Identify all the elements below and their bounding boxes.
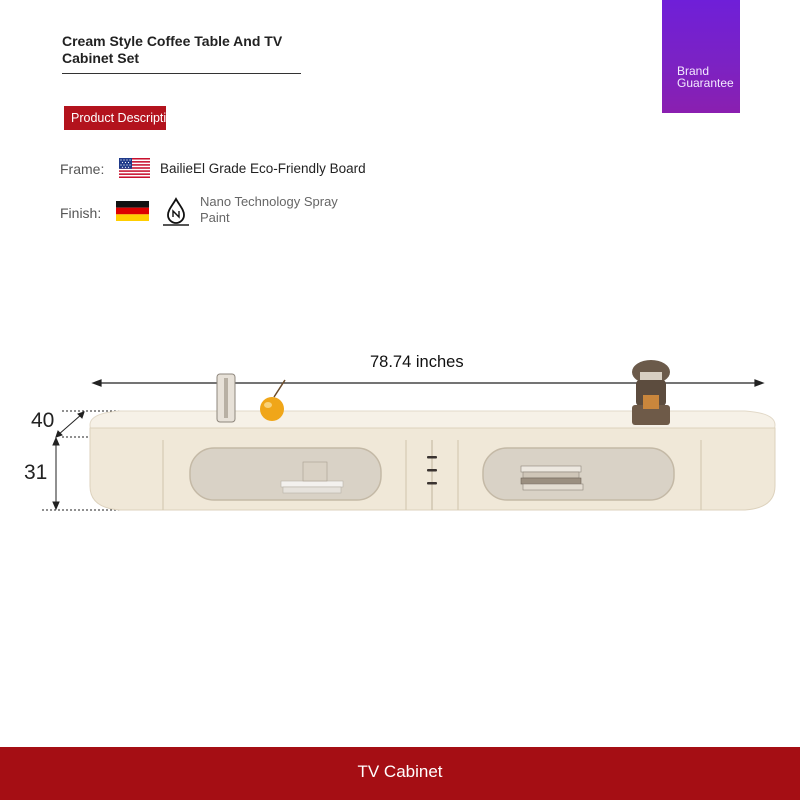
width-dimension-label: 78.74 inches xyxy=(370,353,464,371)
brand-guarantee-label: Brand Guarantee xyxy=(677,64,734,90)
apple-decor xyxy=(260,380,285,421)
vase-decor xyxy=(217,374,235,422)
product-description-label: Product Description xyxy=(71,111,181,125)
finish-value: Nano Technology Spray Paint xyxy=(200,194,338,225)
height-dimension-label: 31 xyxy=(24,461,48,484)
tv-cabinet-illustration xyxy=(0,340,800,530)
product-title: Cream Style Coffee Table And TV Cabinet Set xyxy=(62,33,283,66)
footer-bar xyxy=(0,747,800,800)
footer-label: TV Cabinet xyxy=(357,762,443,781)
finish-label: Finish: xyxy=(60,205,102,221)
nano-paint-logo-icon xyxy=(160,196,192,228)
frame-label: Frame: xyxy=(60,161,105,177)
depth-dimension-label: 40 xyxy=(31,409,55,432)
frame-value: BailieEl Grade Eco-Friendly Board xyxy=(160,161,366,176)
us-flag-icon xyxy=(119,158,150,178)
product-description-tag xyxy=(64,106,181,130)
title-underline xyxy=(62,73,301,74)
brand-guarantee-badge xyxy=(662,0,740,113)
books-right xyxy=(521,466,583,490)
figurine-decor xyxy=(632,360,670,425)
germany-flag-icon xyxy=(116,201,149,221)
